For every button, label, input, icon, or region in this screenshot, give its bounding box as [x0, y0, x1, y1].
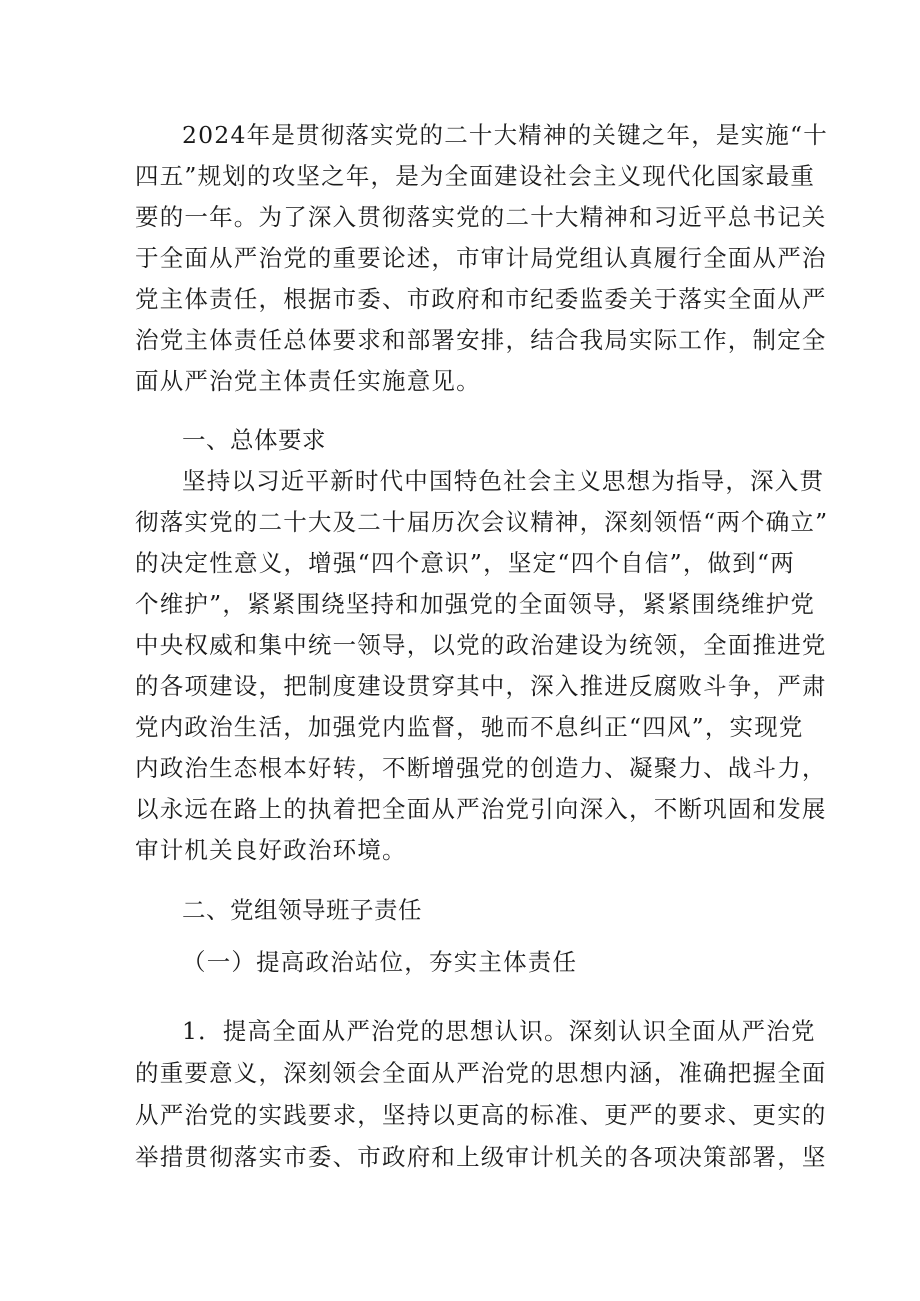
- section1-line: 党内政治生活，加强党内监督，驰而不息纠正“四风”，实现党: [135, 713, 804, 741]
- section1-line: 的决定性意义，增强“四个意识”，坚定“四个自信”，做到“两: [135, 549, 795, 577]
- intro-line: 治党主体责任总体要求和部署安排，结合我局实际工作，制定全: [135, 326, 827, 354]
- section-heading-general-requirements: 一、总体要求: [182, 426, 326, 454]
- section1-line: 个维护”，紧紧围绕坚持和加强党的全面领导，紧紧围绕维护党: [135, 590, 816, 618]
- item1-line: 从严治党的实践要求，坚持以更高的标准、更严的要求、更实的: [135, 1101, 827, 1129]
- intro-line: 要的一年。为了深入贯彻落实党的二十大精神和习近平总书记关: [135, 203, 827, 231]
- section1-line: 审计机关良好政治环境。: [135, 836, 407, 864]
- intro-line: 于全面从严治党的重要论述，市审计局党组认真履行全面从严治: [135, 244, 827, 272]
- intro-line: 2024年是贯彻落实党的二十大精神的关键之年，是实施“十: [182, 121, 828, 149]
- intro-line: 四五”规划的攻坚之年，是为全面建设社会主义现代化国家最重: [135, 162, 816, 190]
- intro-line: 党主体责任，根据市委、市政府和市纪委监委关于落实全面从严: [135, 285, 827, 313]
- section1-line: 彻落实党的二十大及二十届历次会议精神，深刻领悟“两个确立”: [135, 508, 829, 536]
- section1-line: 的各项建设，把制度建设贯穿其中，深入推进反腐败斗争，严肃: [135, 672, 827, 700]
- section1-line: 中央权威和集中统一领导，以党的政治建设为统领，全面推进党: [135, 631, 827, 659]
- section-heading-leadership-responsibility: 二、党组领导班子责任: [182, 896, 422, 924]
- subsection-heading: （一）提高政治站位，夯实主体责任: [182, 948, 578, 976]
- item1-line: 1．提高全面从严治党的思想认识。深刻认识全面从严治党: [182, 1017, 816, 1045]
- section1-line: 坚持以习近平新时代中国特色社会主义思想为指导，深入贯: [182, 467, 825, 495]
- item1-line: 举措贯彻落实市委、市政府和上级审计机关的各项决策部署，坚: [135, 1143, 827, 1171]
- intro-line: 面从严治党主体责任实施意见。: [135, 367, 481, 395]
- item1-line: 的重要意义，深刻领会全面从严治党的思想内涵，准确把握全面: [135, 1059, 827, 1087]
- section1-line: 内政治生态根本好转，不断增强党的创造力、凝聚力、战斗力，: [135, 754, 827, 782]
- section1-line: 以永远在路上的执着把全面从严治党引向深入，不断巩固和发展: [135, 795, 827, 823]
